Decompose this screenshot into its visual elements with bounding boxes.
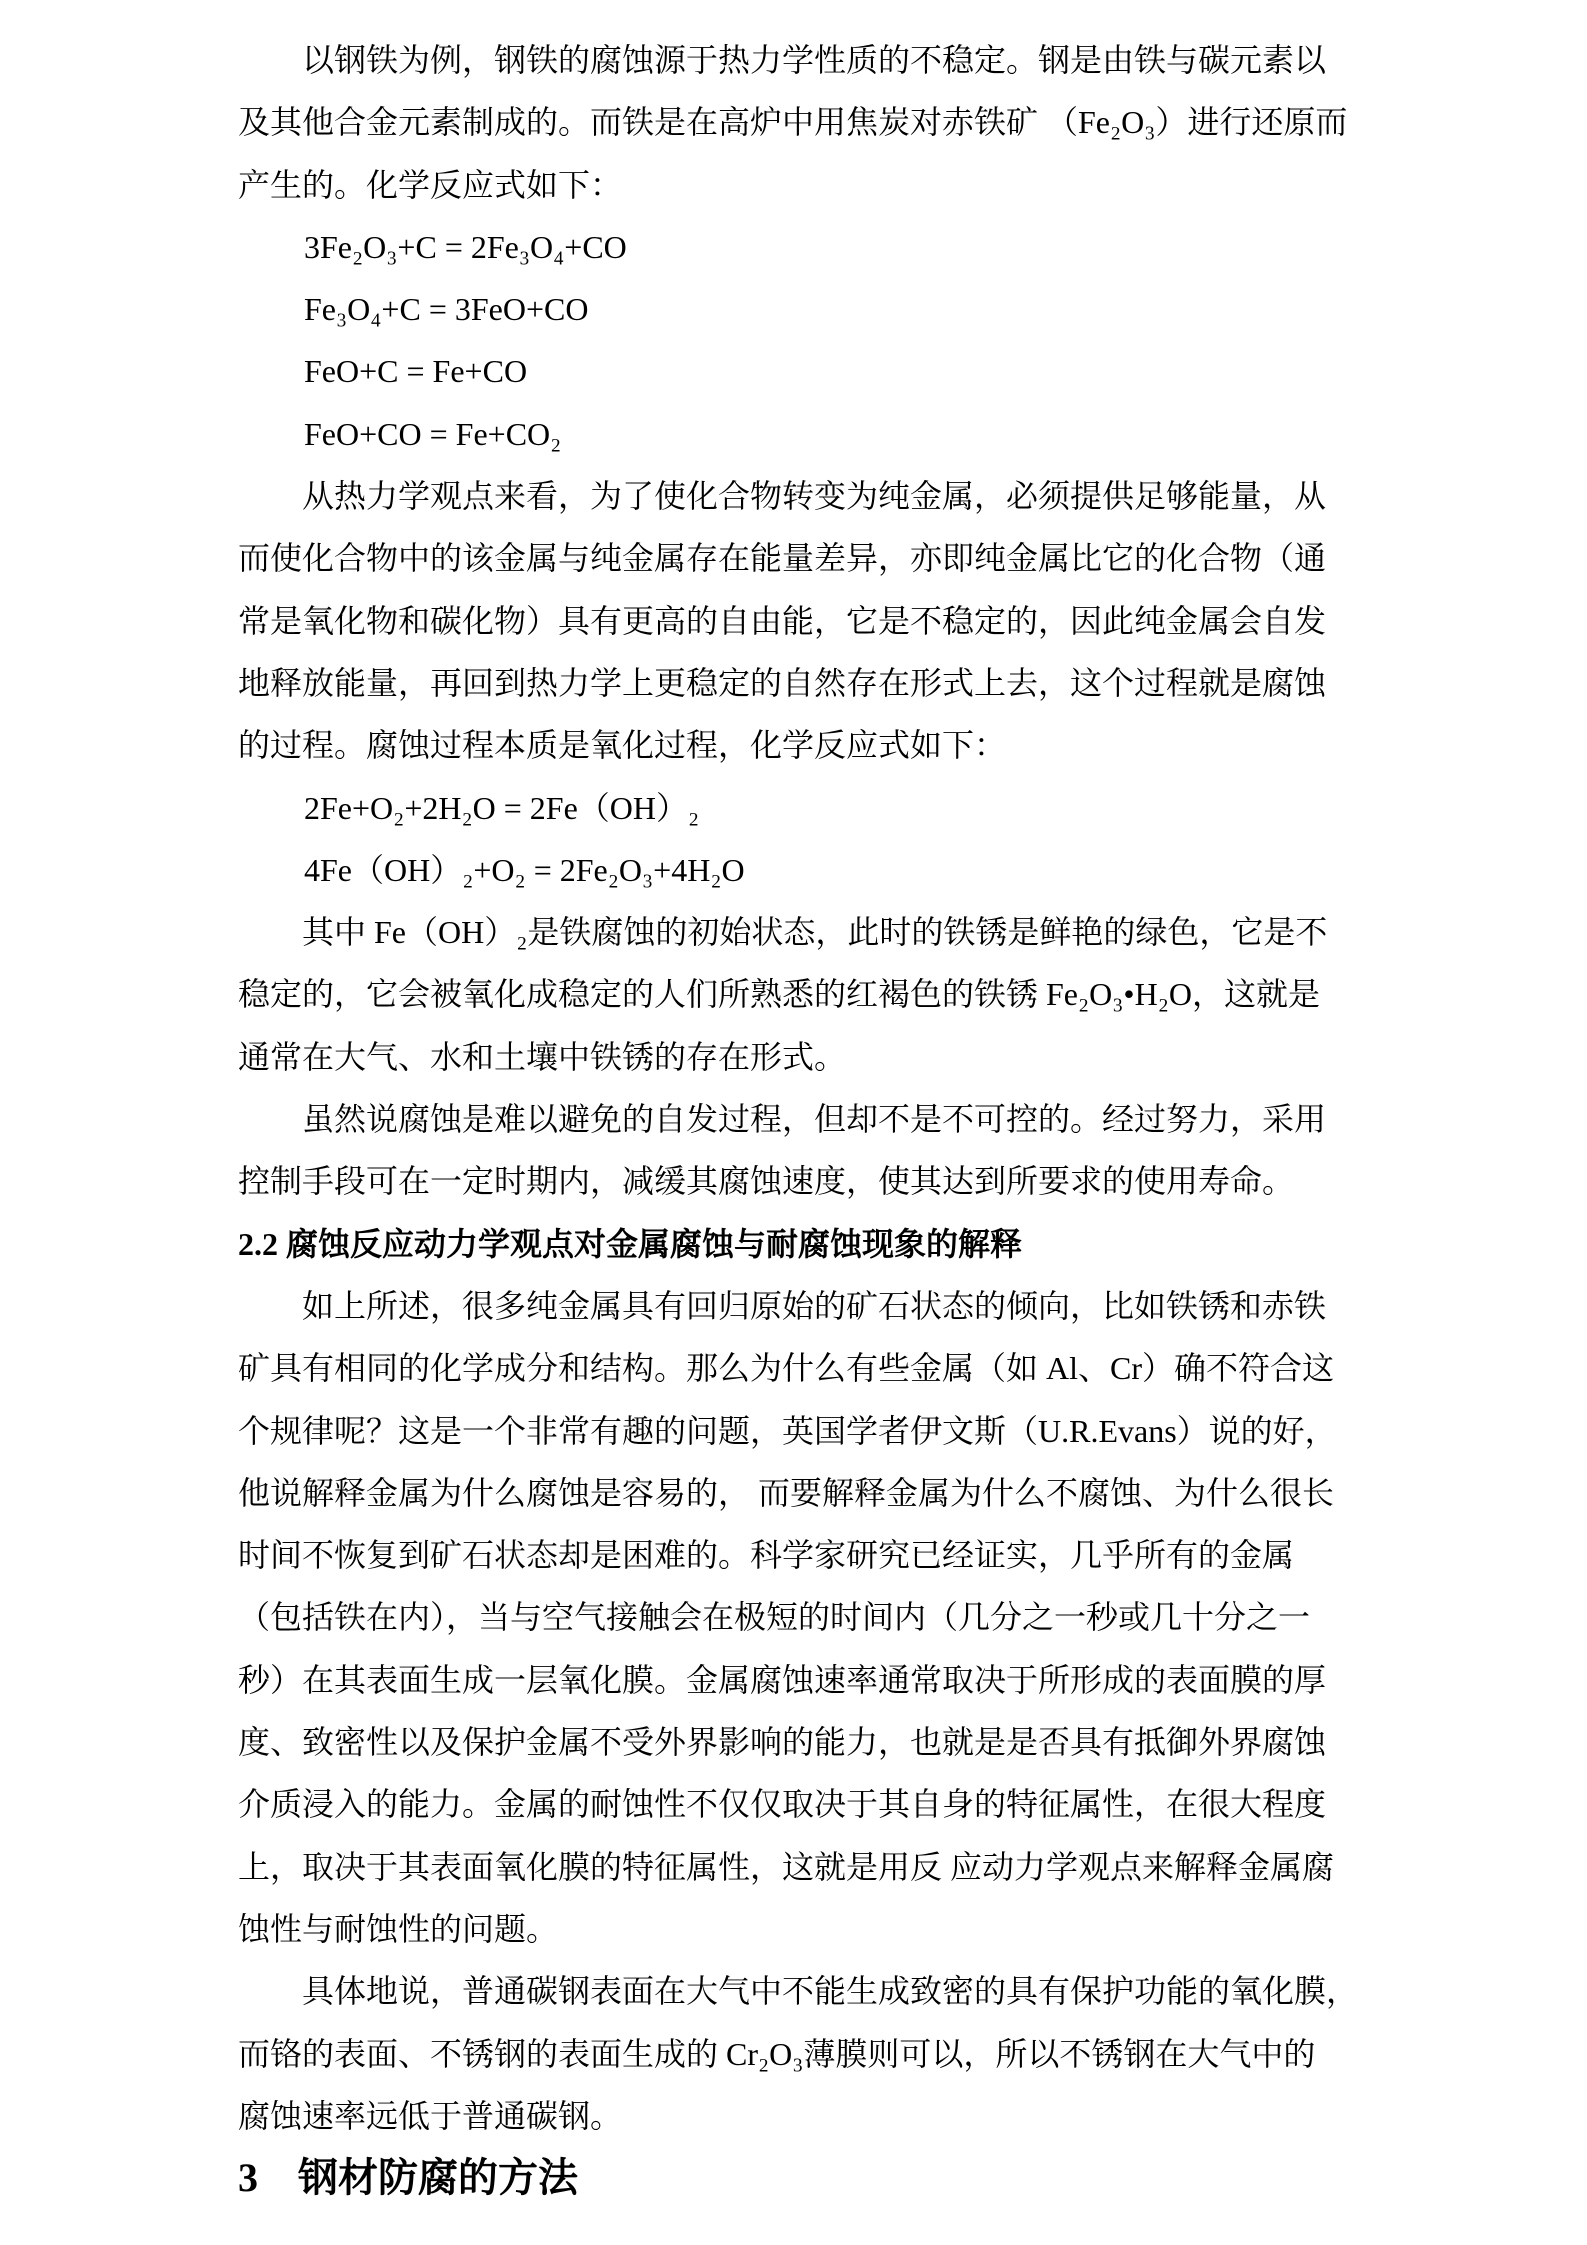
paragraph-line: 他说解释金属为什么腐蚀是容易的， 而要解释金属为什么不腐蚀、为什么很长 bbox=[238, 1474, 1335, 1511]
document-body bbox=[238, 29, 1387, 2209]
paragraph-line: 介质浸入的能力。金属的耐蚀性不仅仅取决于其自身的特征属性，在很大程度 bbox=[238, 1786, 1327, 1823]
paragraph-line: 以钢铁为例，钢铁的腐蚀源于热力学性质的不稳定。钢是由铁与碳元素以 bbox=[302, 42, 1327, 78]
paragraph-line: 及其他合金元素制成的。而铁是在高炉中用焦炭对赤铁矿 （Fe₂O₃）进行还原而 bbox=[238, 104, 1348, 141]
section-heading: 3 钢材防腐的方法 bbox=[238, 2155, 578, 2201]
paragraph-line: 其中 Fe（OH）₂是铁腐蚀的初始状态，此时的铁锈是鲜艳的绿色，它是不 bbox=[302, 914, 1328, 951]
paragraph-line: 个规律呢？这是一个非常有趣的问题，英国学者伊文斯（U.R.Evans）说的好， bbox=[238, 1412, 1337, 1449]
paragraph-line: 地释放能量，再回到热力学上更稳定的自然存在形式上去，这个过程就是腐蚀 bbox=[238, 664, 1327, 701]
subsection-heading: 2.2 腐蚀反应动力学观点对金属腐蚀与耐腐蚀现象的解释 bbox=[238, 1225, 1023, 1262]
paragraph-line: 的过程。腐蚀过程本质是氧化过程，化学反应式如下： bbox=[238, 727, 1007, 764]
paragraph-line: 常是氧化物和碳化物）具有更高的自由能，它是不稳定的，因此纯金属会自发 bbox=[238, 602, 1327, 639]
paragraph-line: 度、致密性以及保护金属不受外界影响的能力，也就是是否具有抵御外界腐蚀 bbox=[238, 1724, 1327, 1761]
equation-line: 2Fe+O₂+2H₂O = 2Fe（OH）₂ bbox=[304, 789, 700, 826]
paragraph-line: 控制手段可在一定时期内，减缓其腐蚀速度，使其达到所要求的使用寿命。 bbox=[238, 1163, 1295, 1200]
paragraph-line: 如上所述，很多纯金属具有回归原始的矿石状态的倾向，比如铁锈和赤铁 bbox=[302, 1287, 1327, 1324]
equation-line: 3Fe₂O₃+C = 2Fe₃O₄+CO bbox=[304, 228, 627, 265]
equation-line: Fe₃O₄+C = 3FeO+CO bbox=[304, 291, 589, 328]
paragraph-line: 产生的。化学反应式如下： bbox=[238, 166, 623, 203]
paragraph-line: 上，取决于其表面氧化膜的特征属性，这就是用反 应动力学观点来解释金属腐 bbox=[238, 1848, 1335, 1885]
paragraph-line: 而铬的表面、不锈钢的表面生成的 Cr₂O₃薄膜则可以，所以不锈钢在大气中的 bbox=[238, 2035, 1316, 2072]
paragraph-line: 具体地说，普通碳钢表面在大气中不能生成致密的具有保护功能的氧化膜， bbox=[302, 1973, 1359, 2010]
paragraph-line: 而使化合物中的该金属与纯金属存在能量差异，亦即纯金属比它的化合物（通 bbox=[238, 540, 1327, 577]
paragraph-line: 虽然说腐蚀是难以避免的自发过程，但却不是不可控的。经过努力，采用 bbox=[302, 1101, 1327, 1138]
paragraph-line: （包括铁在内），当与空气接触会在极短的时间内（几分之一秒或几十分之一 bbox=[238, 1599, 1311, 1636]
equation-line: FeO+C = Fe+CO bbox=[304, 353, 528, 390]
paragraph-line: 蚀性与耐蚀性的问题。 bbox=[238, 1910, 559, 1947]
paragraph-line: 腐蚀速率远低于普通碳钢。 bbox=[238, 2097, 623, 2134]
equation-line: FeO+CO = Fe+CO₂ bbox=[304, 415, 562, 452]
paragraph-line: 秒）在其表面生成一层氧化膜。金属腐蚀速率通常取决于所形成的表面膜的厚 bbox=[238, 1661, 1327, 1698]
paragraph-line: 稳定的，它会被氧化成稳定的人们所熟悉的红褐色的铁锈 Fe₂O₃•H₂O，这就是 bbox=[238, 976, 1321, 1013]
paragraph-line: 矿具有相同的化学成分和结构。那么为什么有些金属（如 Al、Cr）确不符合这 bbox=[238, 1350, 1335, 1387]
paragraph-line: 通常在大气、水和土壤中铁锈的存在形式。 bbox=[238, 1038, 847, 1075]
equation-line: 4Fe（OH）₂+O₂ = 2Fe₂O₃+4H₂O bbox=[304, 851, 745, 888]
paragraph-line: 从热力学观点来看，为了使化合物转变为纯金属，必须提供足够能量，从 bbox=[302, 478, 1327, 515]
paragraph-line: 时间不恢复到矿石状态却是困难的。科学家研究已经证实，几乎所有的金属 bbox=[238, 1537, 1295, 1574]
